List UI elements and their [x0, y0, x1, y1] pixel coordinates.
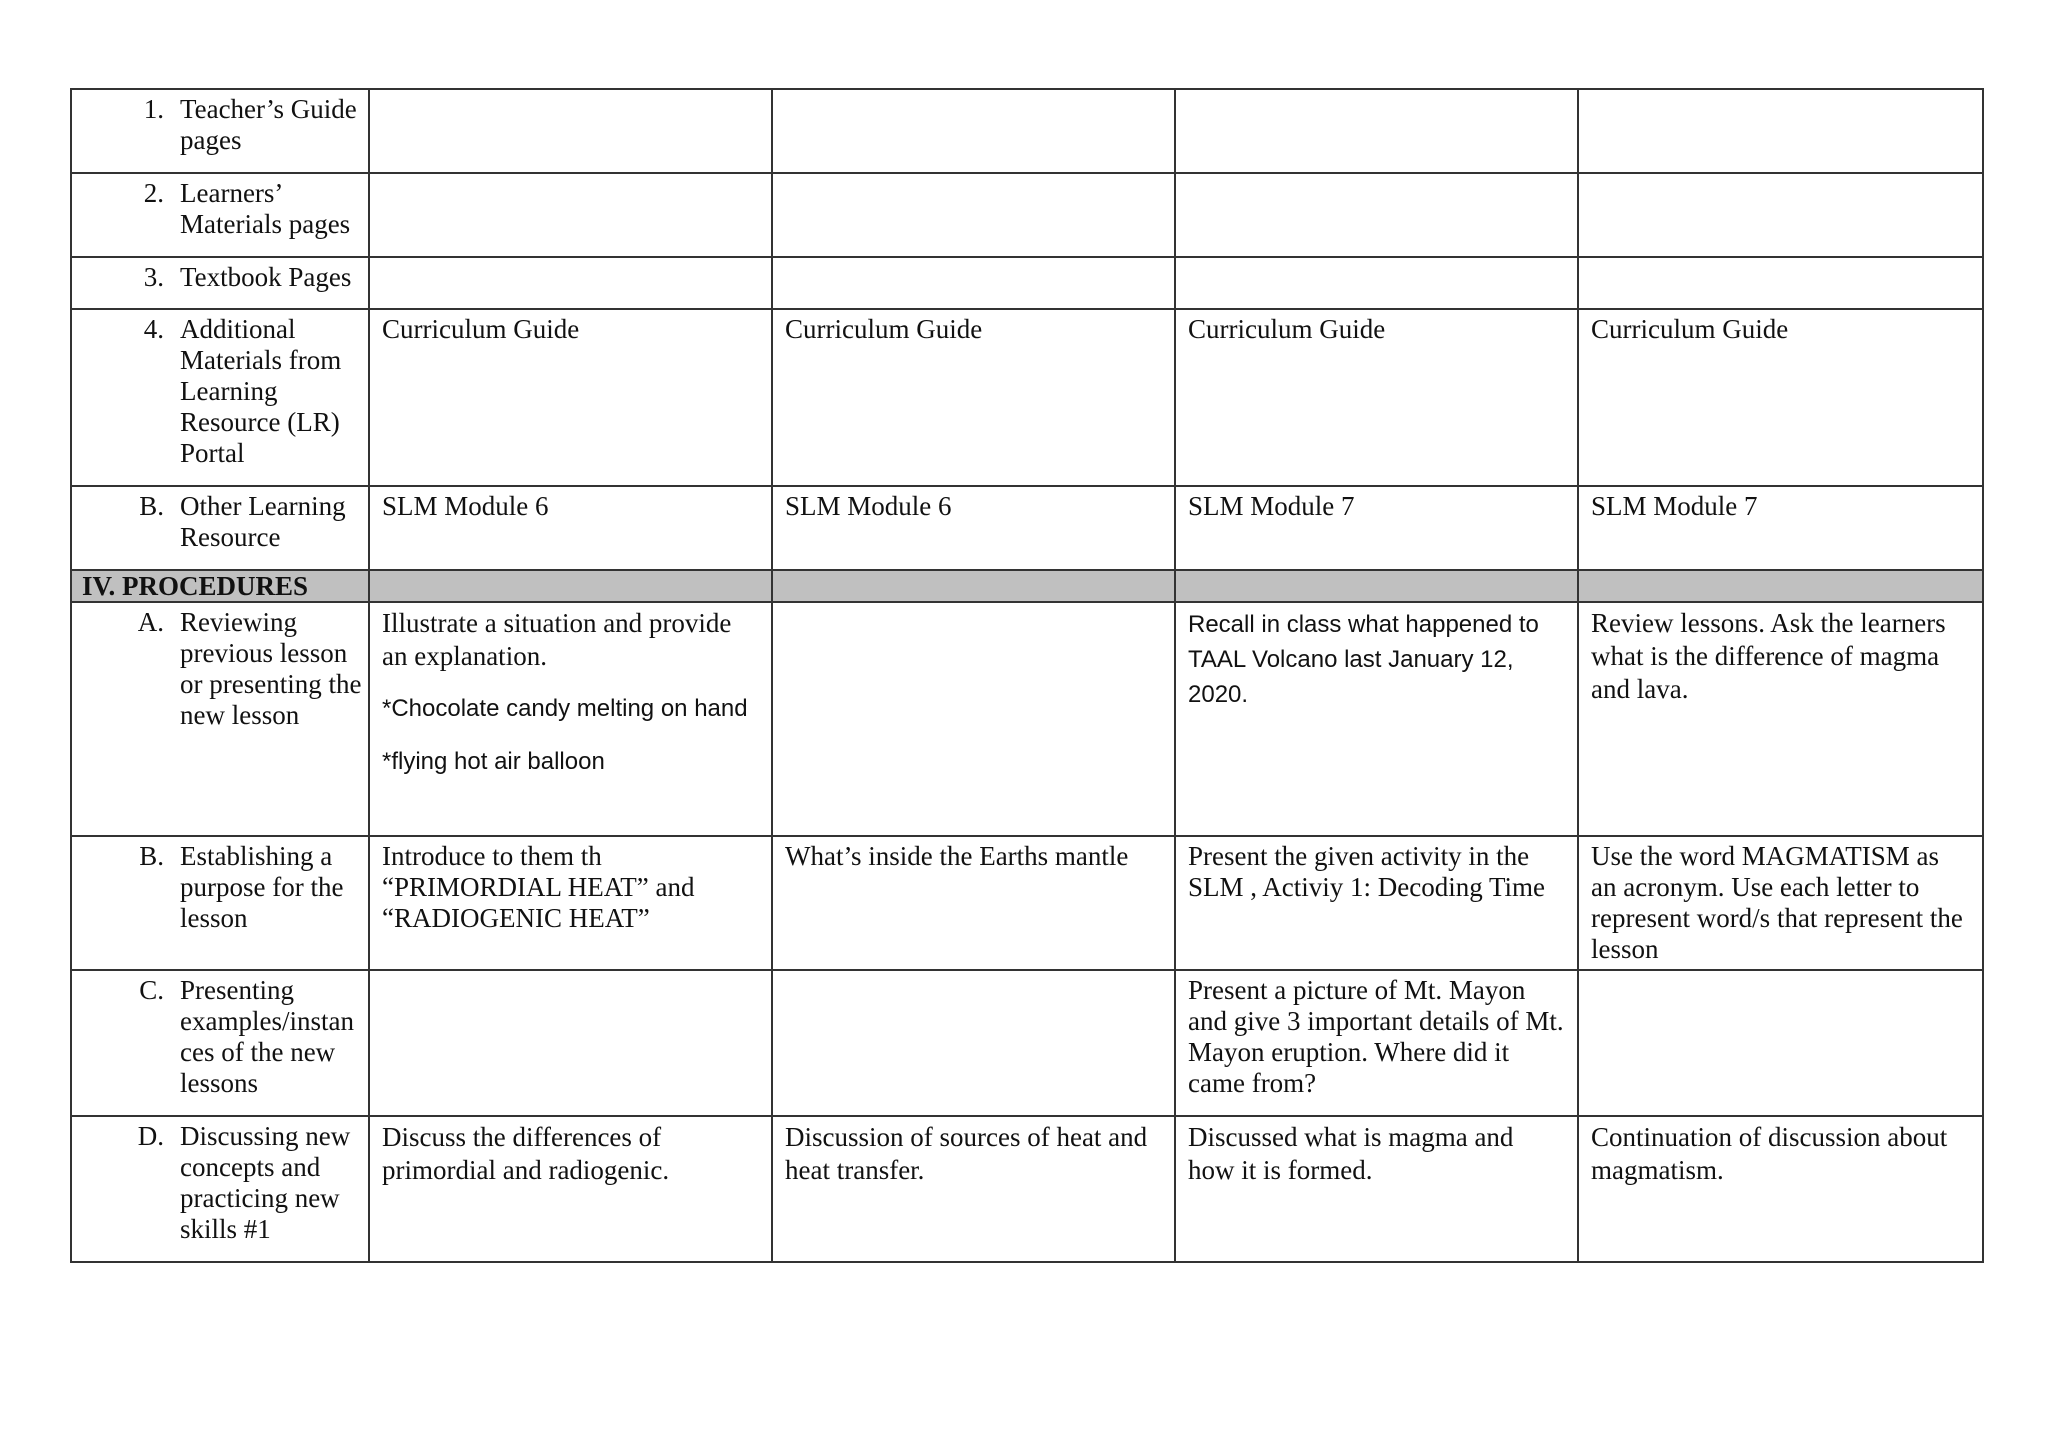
cell-paragraph: *Chocolate candy melting on hand	[382, 695, 748, 722]
table-cell	[1175, 257, 1578, 309]
row-label-cell	[71, 173, 369, 257]
table-row	[71, 836, 1983, 970]
table-cell: Review lessons. Ask the learners what is the difference of magma and lava.	[1578, 602, 1983, 836]
row-label: Reviewing previous lesson or presenting the new lesson	[180, 607, 362, 730]
row-label-cell	[71, 970, 369, 1116]
table-row	[71, 486, 1983, 570]
table-cell: SLM Module 6	[772, 486, 1175, 570]
table-cell: SLM Module 7	[1175, 486, 1578, 570]
cell-paragraph: Illustrate a situation and provide an explanation.	[382, 608, 732, 671]
cell-paragraph: Recall in class what happened to TAAL Volcano last January 12, 2020.	[1188, 611, 1539, 708]
table-cell: SLM Module 7	[1578, 486, 1983, 570]
table-cell: Present the given activity in the SLM , Activiy 1: Decoding Time	[1175, 836, 1578, 970]
row-label-cell	[71, 836, 369, 970]
table-cell	[772, 257, 1175, 309]
table-row	[71, 257, 1983, 309]
table-cell: Curriculum Guide	[772, 309, 1175, 486]
table-row	[71, 89, 1983, 173]
table-row	[71, 309, 1983, 486]
table-cell: Introduce to them th “PRIMORDIAL HEAT” and “RADIOGENIC HEAT”	[369, 836, 772, 970]
row-label: Presenting examples/instan ces of the new lessons	[180, 975, 354, 1098]
table-cell: Discussed what is magma and how it is formed.	[1175, 1116, 1578, 1262]
table-cell	[772, 89, 1175, 173]
table-cell: What’s inside the Earths mantle	[772, 836, 1175, 970]
table-cell	[1578, 89, 1983, 173]
table-cell	[1175, 89, 1578, 173]
table-cell	[369, 89, 772, 173]
row-label-cell	[71, 602, 369, 836]
row-label: Teacher’s Guide pages	[180, 94, 357, 155]
row-label-cell	[71, 486, 369, 570]
table-cell	[772, 173, 1175, 257]
table-cell	[772, 970, 1175, 1116]
table-cell: Discussion of sources of heat and heat transfer.	[772, 1116, 1175, 1262]
row-marker: 2.	[143, 178, 164, 208]
row-marker: A.	[137, 607, 164, 637]
row-label-cell	[71, 257, 369, 309]
table-row	[71, 1116, 1983, 1262]
row-marker: 1.	[143, 94, 164, 124]
row-label-cell	[71, 89, 369, 173]
section-filler-cell	[1578, 570, 1983, 602]
row-label: Additional Materials from Learning Resource (LR) Portal	[180, 314, 342, 468]
table-cell: Continuation of discussion about magmatism.	[1578, 1116, 1983, 1262]
row-label: Establishing a purpose for the lesson	[180, 841, 344, 933]
table-row	[71, 970, 1983, 1116]
lesson-plan-table	[70, 88, 1984, 1263]
table-cell: Curriculum Guide	[1175, 309, 1578, 486]
table-cell	[1175, 602, 1578, 836]
row-label: Discussing new concepts and practicing new skills #1	[180, 1121, 351, 1244]
table-cell: Discuss the differences of primordial and radiogenic.	[369, 1116, 772, 1262]
table-cell	[369, 970, 772, 1116]
lesson-plan-sheet	[70, 88, 1982, 1263]
table-cell	[1578, 173, 1983, 257]
table-row	[71, 602, 1983, 836]
row-marker: D.	[137, 1121, 164, 1151]
table-cell: Curriculum Guide	[369, 309, 772, 486]
section-filler-cell	[369, 570, 772, 602]
row-label: Learners’ Materials pages	[180, 178, 351, 239]
table-cell: SLM Module 6	[369, 486, 772, 570]
table-cell	[369, 173, 772, 257]
row-label-cell	[71, 309, 369, 486]
table-cell	[369, 257, 772, 309]
table-row	[71, 173, 1983, 257]
table-cell: Use the word MAGMATISM as an acronym. Use each letter to represent word/s that represent the lesson	[1578, 836, 1983, 970]
table-cell	[1578, 257, 1983, 309]
row-marker: C.	[139, 975, 164, 1005]
row-marker: 3.	[143, 262, 164, 292]
row-label: Textbook Pages	[180, 262, 352, 292]
table-cell: Present a picture of Mt. Mayon and give 3 important details of Mt. Mayon eruption. Where did it came from?	[1175, 970, 1578, 1116]
table-cell	[1175, 173, 1578, 257]
cell-paragraph: *flying hot air balloon	[382, 748, 605, 775]
section-header-row	[71, 570, 1983, 602]
row-marker: 4.	[143, 314, 164, 344]
section-title: IV. PROCEDURES	[71, 570, 369, 602]
row-marker: B.	[139, 491, 164, 521]
row-label: Other Learning Resource	[180, 491, 346, 552]
table-cell	[369, 602, 772, 836]
row-label-cell	[71, 1116, 369, 1262]
table-cell	[1578, 970, 1983, 1116]
table-cell: Curriculum Guide	[1578, 309, 1983, 486]
section-filler-cell	[772, 570, 1175, 602]
section-filler-cell	[1175, 570, 1578, 602]
table-cell	[772, 602, 1175, 836]
row-marker: B.	[139, 841, 164, 871]
